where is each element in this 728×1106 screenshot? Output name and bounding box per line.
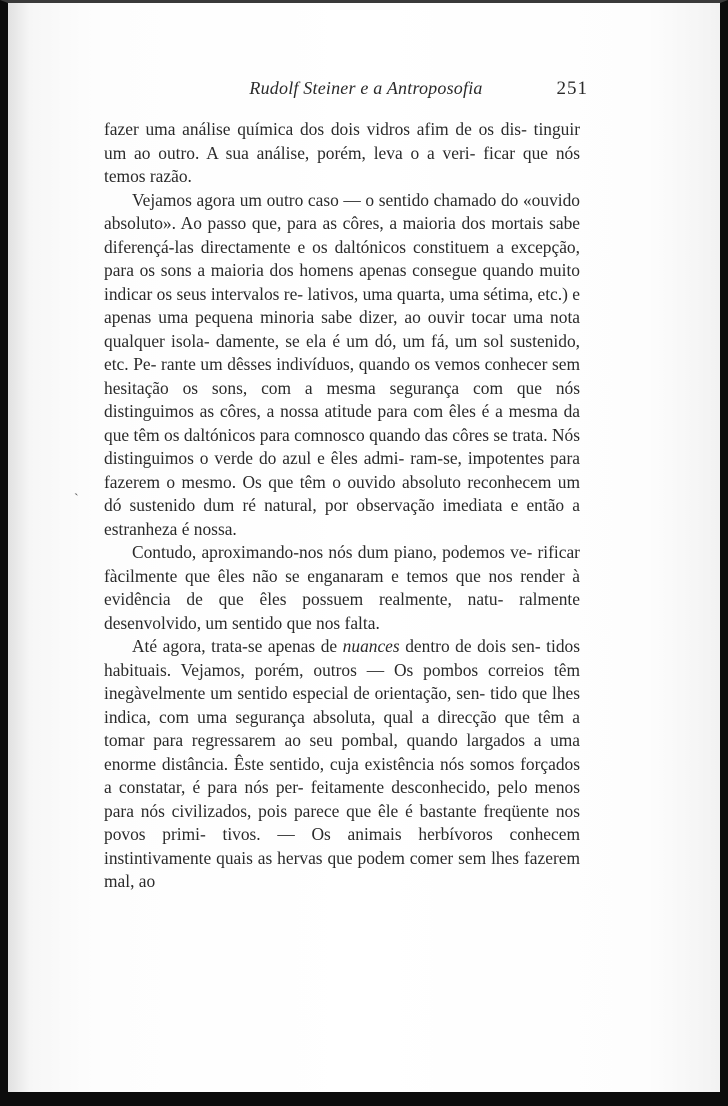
page-number: 251 xyxy=(556,78,588,99)
text-line: fazer uma análise química dos dois vidros afim de os dis- xyxy=(104,119,527,139)
text-line: existência nós somos forçados a constatar, é para nós per- xyxy=(104,753,581,797)
text-line: tinguir um ao outro. A sua análise, porém, leva o a veri- xyxy=(104,119,580,163)
text-line: côres se trata. Nós distinguimos o verde do azul e êles admi- xyxy=(104,424,580,468)
text-line: Contudo, aproximando-nos nós dum piano, podemos ve- xyxy=(132,542,533,562)
text-line: ouvido absoluto reconhecem um dó sustenido dum ré natural, xyxy=(104,471,580,515)
text-line: tivos. — Os animais herbívoros conhecem instintivamente xyxy=(104,824,580,868)
text-line: apenas consegue quando muito indicar os seus intervalos re- xyxy=(104,260,580,304)
text-line: lativos, uma quarta, uma sétima, etc.) e apenas uma pequena xyxy=(104,283,581,327)
text-line: direcção que têm a tomar para regressarem ao seu pombal, xyxy=(104,706,580,750)
text-line: tidos habituais. Vejamos, porém, outros — Os pombos correios xyxy=(104,636,580,680)
text-line: ficar que nós temos razão. xyxy=(104,142,580,186)
page-gutter-shadow xyxy=(8,3,30,1092)
paragraph-2 xyxy=(104,189,580,542)
paragraph-4 xyxy=(104,635,580,894)
text-line: mesma da que têm os daltónicos para comnosco quando das xyxy=(104,401,580,445)
paragraph-3 xyxy=(104,541,580,635)
text-line: pois parece que êle é bastante freqüente nos povos primi- xyxy=(104,800,580,844)
text-line: ram-se, impotentes para fazerem o mesmo. Os que têm o xyxy=(104,448,580,492)
text-line: ralmente desenvolvido, um sentido que nos falta. xyxy=(104,589,580,633)
text-line: feitamente desconhecido, pelo menos para nós civilizados, xyxy=(104,777,580,821)
paragraph-1 xyxy=(104,118,580,189)
text-line: damente, se ela é um dó, um fá, um sol sustenido, etc. Pe- xyxy=(104,330,581,374)
text-line: nos render à evidência de que êles possuem realmente, natu- xyxy=(104,565,580,609)
text-line: tido que lhes indica, com uma segurança absoluta, qual a xyxy=(104,683,581,727)
text-line: têm inegàvelmente um sentido especial de orientação, sen- xyxy=(104,659,580,703)
italic-word: nuances xyxy=(342,636,400,656)
text-line: por observação imediata e então a estranheza é nossa. xyxy=(104,495,580,539)
text-line: minoria sabe dizer, ao ouvir tocar uma nota qualquer isola- xyxy=(104,307,580,351)
body-text xyxy=(104,118,580,894)
text-line: dos mortais sabe diferençá-las directamente e os daltónicos xyxy=(104,213,580,257)
text-line: «ouvido absoluto». Ao passo que, para as côres, a maioria xyxy=(104,189,580,233)
running-head xyxy=(104,78,588,106)
text-line: Até agora, trata-se apenas de xyxy=(132,636,343,656)
text-line: dentro de dois sen- xyxy=(399,636,541,656)
stray-mark: ` xyxy=(74,492,79,507)
text-line: hesitação os sons, com a mesma segurança com que nós xyxy=(104,377,580,398)
text-line: quando largados a uma enorme distância. Êste sentido, cuja xyxy=(104,730,581,774)
text-line: distinguimos as côres, a nossa atitude para com êles é a xyxy=(104,401,503,421)
text-line: constituem a excepção, para os sons a maioria dos homens xyxy=(104,236,580,280)
running-title: Rudolf Steiner e a Antroposofia xyxy=(249,78,483,98)
text-line: quais as hervas que podem comer sem lhes fazerem mal, ao xyxy=(104,847,580,891)
text-line: rificar fàcilmente que êles não se enganaram e temos que xyxy=(104,542,580,586)
text-line: Vejamos agora um outro caso — o sentido chamado do xyxy=(132,189,519,210)
text-line: rante um dêsses indivíduos, quando os vemos conhecer sem xyxy=(161,354,580,374)
